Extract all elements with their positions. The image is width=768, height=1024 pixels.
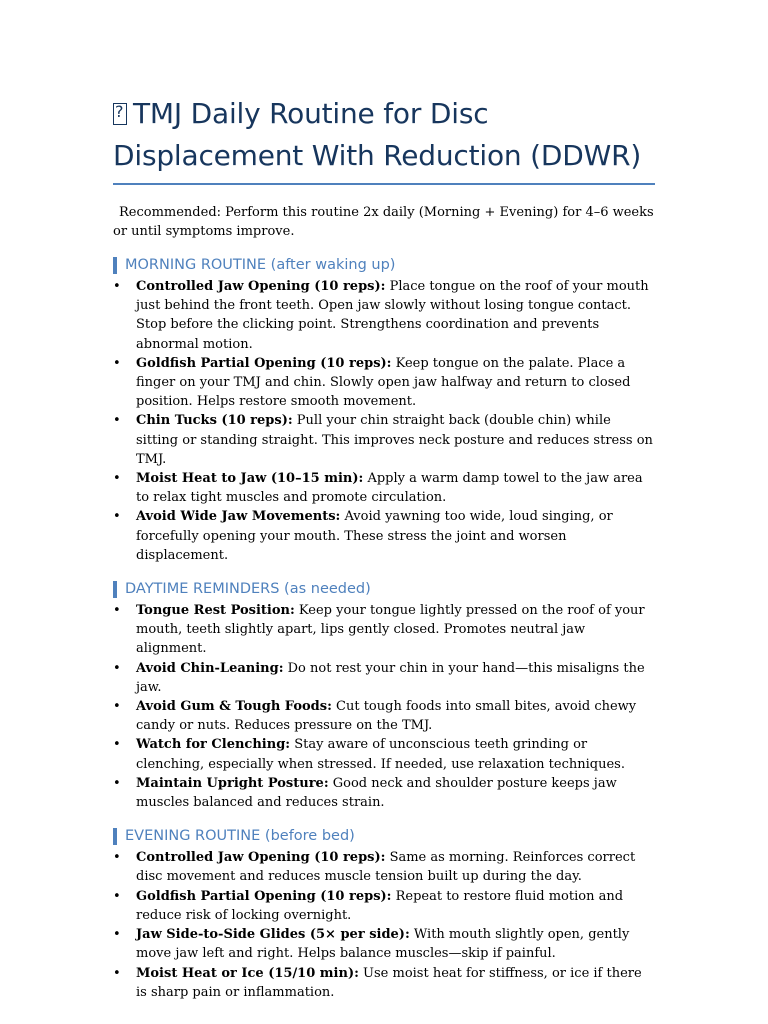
list-item xyxy=(113,469,655,507)
item-label: Controlled Jaw Opening (10 reps): xyxy=(136,850,386,866)
item-label: Avoid Wide Jaw Movements: xyxy=(136,509,341,525)
list-item xyxy=(113,354,655,412)
item-label: Controlled Jaw Opening (10 reps): xyxy=(136,279,386,294)
bullet-icon: • xyxy=(113,927,121,943)
list-item xyxy=(113,735,655,773)
list-item xyxy=(113,848,655,886)
item-text: Apply a warm damp towel to the jaw area to relax tight muscles and promote circulation. xyxy=(136,471,643,506)
bullet-icon: • xyxy=(113,965,121,981)
missing-glyph-icon xyxy=(113,103,127,125)
document-page xyxy=(113,93,655,1002)
item-text: Keep your tongue lightly pressed on the roof of your mouth, teeth slightly apart, lips gently closed. Promotes neutral jaw alignment. xyxy=(136,603,645,657)
list-item xyxy=(113,964,655,1002)
item-label: Jaw Side-to-Side Glides (5× per side): xyxy=(136,927,410,943)
item-text: Cut tough foods into small bites, avoid chewy candy or nuts. Reduces pressure on the TMJ. xyxy=(136,699,637,734)
heading-bar-icon xyxy=(113,257,117,274)
item-label: Avoid Gum & Tough Foods: xyxy=(136,699,332,715)
section-heading-text: DAYTIME REMINDERS (as needed) xyxy=(125,581,371,598)
item-text: Same as morning. Reinforces correct disc movement and reduces muscle tension built up during the day. xyxy=(136,850,636,885)
list-item xyxy=(113,601,655,659)
item-label: Chin Tucks (10 reps): xyxy=(136,413,293,429)
intro-text: Recommended: Perform this routine 2x daily (Morning + Evening) for 4–6 weeks or until symptoms improve. xyxy=(113,205,654,239)
document-title xyxy=(113,93,655,177)
document-title-text: TMJ Daily Routine for Disc Displacement With Reduction (DDWR) xyxy=(113,97,642,172)
bullet-list xyxy=(113,601,655,812)
item-text: Repeat to restore fluid motion and reduce risk of locking overnight. xyxy=(136,888,624,923)
bullet-icon: • xyxy=(113,775,121,791)
item-text: Avoid yawning too wide, loud singing, or forcefully opening your mouth. These stress the joint and worsen displacement. xyxy=(136,509,613,563)
section-heading xyxy=(113,255,655,275)
bullet-icon: • xyxy=(113,699,121,715)
bullet-icon: • xyxy=(113,850,121,866)
item-text: Pull your chin straight back (double chin) while sitting or standing straight. This improves neck posture and reduces stress on TMJ. xyxy=(136,413,653,467)
bullet-icon: • xyxy=(113,471,121,487)
list-item xyxy=(113,925,655,963)
item-label: Goldfish Partial Opening (10 reps): xyxy=(136,355,392,371)
bullet-list xyxy=(113,848,655,1002)
bullet-icon: • xyxy=(113,355,121,371)
bullet-icon: • xyxy=(113,413,121,429)
heading-bar-icon xyxy=(113,828,117,845)
bullet-list xyxy=(113,277,655,565)
list-item xyxy=(113,411,655,469)
item-label: Maintain Upright Posture: xyxy=(136,775,329,791)
item-text: Place tongue on the roof of your mouth just behind the front teeth. Open jaw slowly without losing tongue contact. Stop before the clicking point. Strengthens coordination and prevents abnormal motion. xyxy=(136,279,649,352)
item-text: Keep tongue on the palate. Place a finger on your TMJ and chin. Slowly open jaw halfway and return to closed position. Helps restore smooth movement. xyxy=(136,355,631,410)
item-text: Use moist heat for stiffness, or ice if there is sharp pain or inflammation. xyxy=(136,965,642,1000)
list-item xyxy=(113,774,655,812)
item-label: Tongue Rest Position: xyxy=(136,603,295,619)
bullet-icon: • xyxy=(113,888,121,904)
section-heading xyxy=(113,579,655,599)
list-item xyxy=(113,887,655,925)
list-item xyxy=(113,507,655,565)
list-item xyxy=(113,697,655,735)
bullet-icon: • xyxy=(113,603,121,619)
heading-bar-icon xyxy=(113,581,117,598)
section-0 xyxy=(113,255,655,565)
item-label: Avoid Chin-Leaning: xyxy=(136,660,284,676)
item-label: Moist Heat or Ice (15/10 min): xyxy=(136,965,359,981)
bullet-icon: • xyxy=(113,660,121,676)
bullet-icon: • xyxy=(113,509,121,525)
list-item xyxy=(113,277,655,354)
section-2 xyxy=(113,826,655,1002)
list-item xyxy=(113,659,655,697)
item-label: Moist Heat to Jaw (10–15 min): xyxy=(136,471,364,487)
item-text: Good neck and shoulder posture keeps jaw muscles balanced and reduces strain. xyxy=(136,775,617,811)
item-label: Goldfish Partial Opening (10 reps): xyxy=(136,888,392,904)
item-label: Watch for Clenching: xyxy=(136,737,291,753)
bullet-icon: • xyxy=(113,279,121,294)
item-text: Do not rest your chin in your hand—this misaligns the jaw. xyxy=(136,660,645,695)
bullet-icon: • xyxy=(113,737,121,753)
item-text: Stay aware of unconscious teeth grinding or clenching, especially when stressed. If needed, use relaxation techniques. xyxy=(136,737,625,772)
section-heading-text: EVENING ROUTINE (before bed) xyxy=(125,828,355,845)
section-1 xyxy=(113,579,655,812)
sections-container xyxy=(113,255,655,1002)
item-text: With mouth slightly open, gently move jaw left and right. Helps balance muscles—skip if painful. xyxy=(136,927,630,962)
section-heading-text: MORNING ROUTINE (after waking up) xyxy=(125,257,396,273)
section-heading xyxy=(113,826,655,846)
title-underline xyxy=(113,183,655,185)
